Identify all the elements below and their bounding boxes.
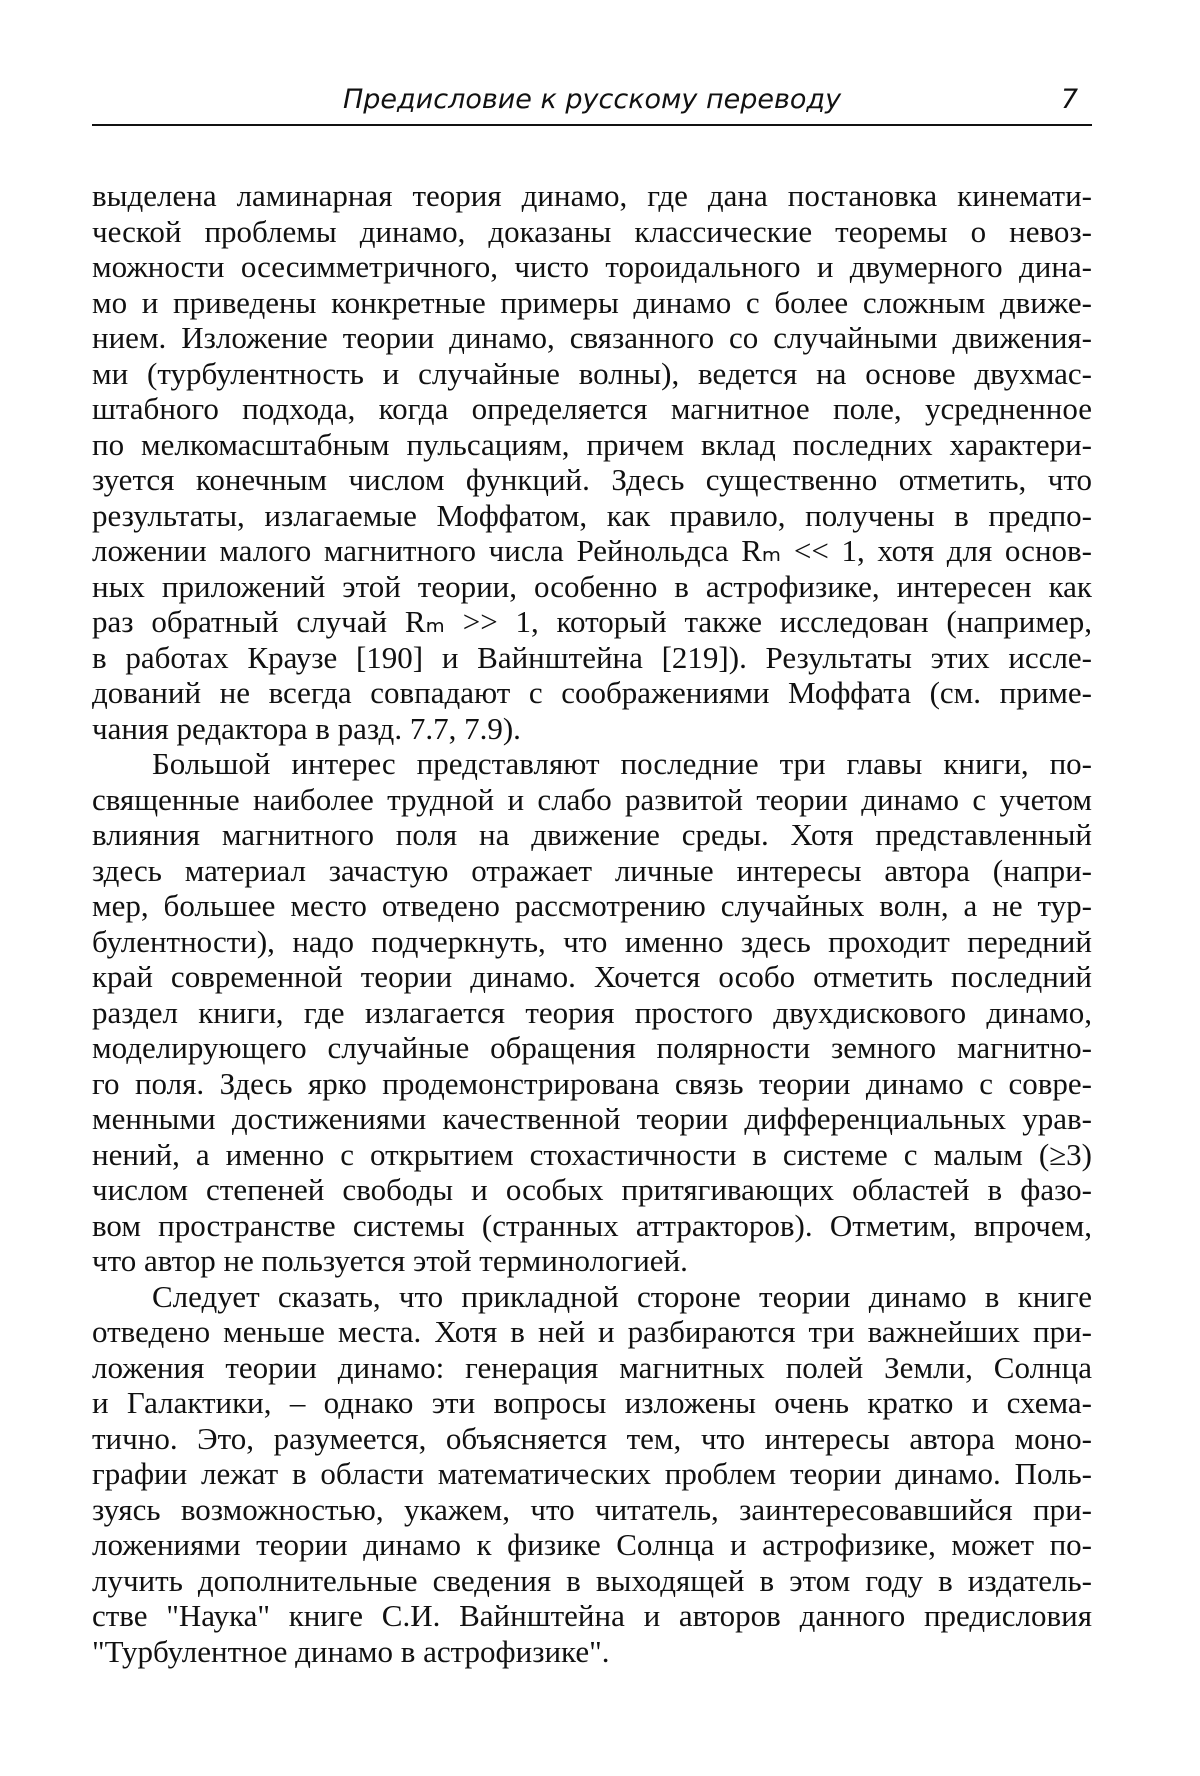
text-line: нений, а именно с открытием стохастичности в системе с малым (≥3) (92, 1136, 1092, 1172)
text-line: священные наиболее трудной и слабо развитой теории динамо с учетом (92, 781, 1092, 817)
text-line: в работах Краузе [190] и Вайнштейна [219]). Результаты этих иссле- (92, 639, 1092, 675)
text-line: дований не всегда совпадают с соображениями Моффата (см. приме- (92, 675, 1092, 710)
text-line: стве "Наука" книге С.И. Вайнштейна и авторов данного предисловия (92, 1598, 1092, 1633)
text-line: ложении малого магнитного числа Рейнольдса Rₘ << 1, хотя для основ- (92, 533, 1092, 568)
text-line: зуясь возможностью, укажем, что читатель, заинтересовавшийся при- (92, 1491, 1092, 1527)
text-line: штабного подхода, когда определяется магнитное поле, усредненное (92, 391, 1092, 426)
text-line: выделена ламинарная теория динамо, где дана постановка кинемати- (92, 178, 1092, 213)
paragraph (92, 178, 1092, 746)
text-line: мер, большее место отведено рассмотрению случайных волн, а не тур- (92, 888, 1092, 923)
text-line: го поля. Здесь ярко продемонстрирована связь теории динамо с совре- (92, 1065, 1092, 1101)
text-line: моделирующего случайные обращения полярности земного магнитно- (92, 1030, 1092, 1065)
text-line: край современной теории динамо. Хочется особо отметить последний (92, 959, 1092, 994)
text-line: влияния магнитного поля на движение среды. Хотя представленный (92, 817, 1092, 852)
page-number: 7 (1060, 84, 1078, 115)
header-rule (92, 124, 1092, 126)
text-line: менными достижениями качественной теории дифференциальных урав- (92, 1101, 1092, 1136)
text-line: раз обратный случай Rₘ >> 1, который также исследован (например, (92, 604, 1092, 639)
text-line: ложения теории динамо: генерация магнитных полей Земли, Солнца (92, 1349, 1092, 1385)
text-line: можности осесимметричного, чисто тороидального и двумерного дина- (92, 249, 1092, 284)
text-line: по мелкомасштабным пульсациям, причем вклад последних характери- (92, 426, 1092, 462)
text-line: мо и приведены конкретные примеры динамо с более сложным движе- (92, 284, 1092, 320)
text-line: ческой проблемы динамо, доказаны классические теоремы о невоз- (92, 213, 1092, 249)
text-line: "Турбулентное динамо в астрофизике". (92, 1633, 610, 1669)
text-line: раздел книги, где излагается теория простого двухдискового динамо, (92, 994, 1092, 1030)
text-line: нием. Изложение теории динамо, связанного со случайными движения- (92, 320, 1092, 355)
text-line: вом пространстве системы (странных аттракторов). Отметим, впрочем, (92, 1207, 1092, 1243)
text-line: графии лежат в области математических проблем теории динамо. Поль- (92, 1456, 1092, 1491)
text-line: тично. Это, разумеется, объясняется тем, что интересы автора моно- (92, 1420, 1092, 1456)
text-line: числом степеней свободы и особых притягивающих областей в фазо- (92, 1172, 1092, 1207)
text-line: ных приложений этой теории, особенно в астрофизике, интересен как (92, 568, 1092, 604)
text-line: ми (турбулентность и случайные волны), ведется на основе двухмас- (92, 355, 1092, 391)
text-line: результаты, излагаемые Моффатом, как правило, получены в предпо- (92, 497, 1092, 533)
text-line: и Галактики, – однако эти вопросы изложены очень кратко и схема- (92, 1385, 1092, 1420)
paragraph (92, 746, 1092, 1279)
text-line: что автор не пользуется этой терминологией. (92, 1243, 688, 1278)
text-line: лучить дополнительные сведения в выходящей в этом году в издатель- (92, 1562, 1092, 1598)
running-title: Предисловие к русскому переводу (342, 84, 842, 115)
body-text (92, 178, 1092, 1669)
text-line: здесь материал зачастую отражает личные интересы автора (напри- (92, 852, 1092, 888)
paragraph (92, 1279, 1092, 1670)
running-header (92, 78, 1092, 122)
text-line: отведено меньше места. Хотя в ней и разбираются три важнейших при- (92, 1314, 1092, 1349)
text-line: ложениями теории динамо к физике Солнца и астрофизике, может по- (92, 1527, 1092, 1562)
text-line: булентности), надо подчеркнуть, что именно здесь проходит передний (92, 923, 1092, 959)
text-line: чания редактора в разд. 7.7, 7.9). (92, 710, 521, 746)
text-line: зуется конечным числом функций. Здесь существенно отметить, что (92, 462, 1092, 497)
text-line: Большой интерес представляют последние три главы книги, по- (152, 746, 1092, 781)
text-line: Следует сказать, что прикладной стороне теории динамо в книге (152, 1278, 1092, 1314)
